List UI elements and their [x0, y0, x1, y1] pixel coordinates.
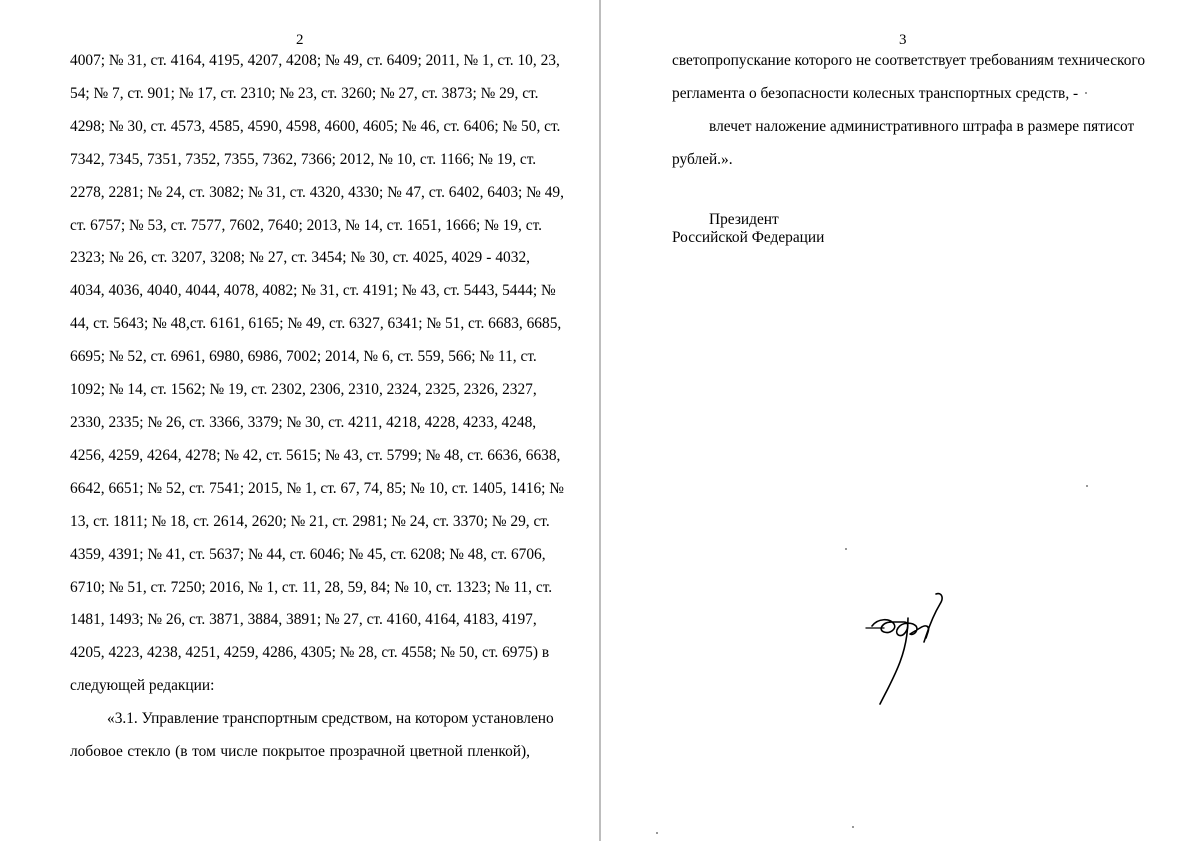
text-line: следующей редакции: — [70, 677, 215, 695]
text-line: 4359, 4391; № 41, ст. 5637; № 44, ст. 6046; № 45, ст. 6208; № 48, ст. 6706, — [70, 545, 546, 563]
text-line: 4034, 4036, 4040, 4044, 4078, 4082; № 31, ст. 4191; № 43, ст. 5443, 5444; № — [70, 282, 556, 300]
signatory-title-line1: Президент — [709, 211, 779, 228]
text-line: светопропускание которого не соответствует требованиям технического — [672, 52, 1146, 69]
text-line: рублей.». — [672, 150, 733, 168]
text-line: 6642, 6651; № 52, ст. 7541; 2015, № 1, ст. 67, 74, 85; № 10, ст. 1405, 1416; № — [70, 479, 564, 497]
scan-speck — [845, 548, 847, 550]
signatory-title-line2: Российской Федерации — [672, 229, 825, 246]
page-number-right: 3 — [899, 32, 907, 48]
text-line: 1092; № 14, ст. 1562; № 19, ст. 2302, 2306, 2310, 2324, 2325, 2326, 2327, — [70, 381, 537, 399]
scan-speck — [852, 826, 854, 828]
text-line: ст. 6757; № 53, ст. 7577, 7602, 7640; 2013, № 14, ст. 1651, 1666; № 19, ст. — [70, 216, 543, 234]
text-line: 44, ст. 5643; № 48,ст. 6161, 6165; № 49, ст. 6327, 6341; № 51, ст. 6683, 6685, — [70, 315, 562, 333]
text-line-indented: влечет наложение административного штрафа в размере пятисот — [709, 117, 1135, 135]
text-line: 4298; № 30, ст. 4573, 4585, 4590, 4598, 4600, 4605; № 46, ст. 6406; № 50, ст. — [70, 117, 561, 135]
text-line: 4007; № 31, ст. 4164, 4195, 4207, 4208; № 49, ст. 6409; 2011, № 1, ст. 10, 23, — [70, 52, 560, 69]
text-line: лобовое стекло (в том числе покрытое прозрачной цветной пленкой), — [70, 743, 530, 761]
text-line: 2278, 2281; № 24, ст. 3082; № 31, ст. 4320, 4330; № 47, ст. 6402, 6403; № 49, — [70, 183, 564, 201]
scan-speck — [656, 832, 658, 834]
text-line: 7342, 7345, 7351, 7352, 7355, 7362, 7366; 2012, № 10, ст. 1166; № 19, ст. — [70, 150, 537, 168]
text-line-indented: «3.1. Управление транспортным средством, на котором установлено — [107, 710, 554, 728]
right-page-text — [672, 45, 1146, 177]
text-line: 1481, 1493; № 26, ст. 3871, 3884, 3891; № 27, ст. 4160, 4164, 4183, 4197, — [70, 611, 537, 629]
text-line: регламента о безопасности колесных транспортных средств, - — [672, 84, 1079, 102]
text-line: 54; № 7, ст. 901; № 17, ст. 2310; № 23, ст. 3260; № 27, ст. 3873; № 29, ст. — [70, 84, 539, 102]
text-line: 6710; № 51, ст. 7250; 2016, № 1, ст. 11, 28, 59, 84; № 10, ст. 1323; № 11, ст. — [70, 578, 553, 596]
scan-speck — [1086, 485, 1088, 487]
text-line: 4256, 4259, 4264, 4278; № 42, ст. 5615; № 43, ст. 5799; № 48, ст. 6636, 6638, — [70, 446, 561, 464]
text-line: 6695; № 52, ст. 6961, 6980, 6986, 7002; 2014, № 6, ст. 559, 566; № 11, ст. — [70, 348, 537, 366]
text-line: 13, ст. 1811; № 18, ст. 2614, 2620; № 21, ст. 2981; № 24, ст. 3370; № 29, ст. — [70, 512, 550, 530]
scan-speck — [1085, 92, 1087, 94]
text-line: 4205, 4223, 4238, 4251, 4259, 4286, 4305; № 28, ст. 4558; № 50, ст. 6975) в — [70, 644, 550, 662]
page-number-left: 2 — [296, 32, 304, 48]
text-line: 2323; № 26, ст. 3207, 3208; № 27, ст. 3454; № 30, ст. 4025, 4029 - 4032, — [70, 249, 530, 267]
handwritten-signature — [864, 588, 954, 706]
text-line: 2330, 2335; № 26, ст. 3366, 3379; № 30, ст. 4211, 4218, 4228, 4233, 4248, — [70, 413, 537, 431]
left-page-text — [70, 45, 564, 769]
